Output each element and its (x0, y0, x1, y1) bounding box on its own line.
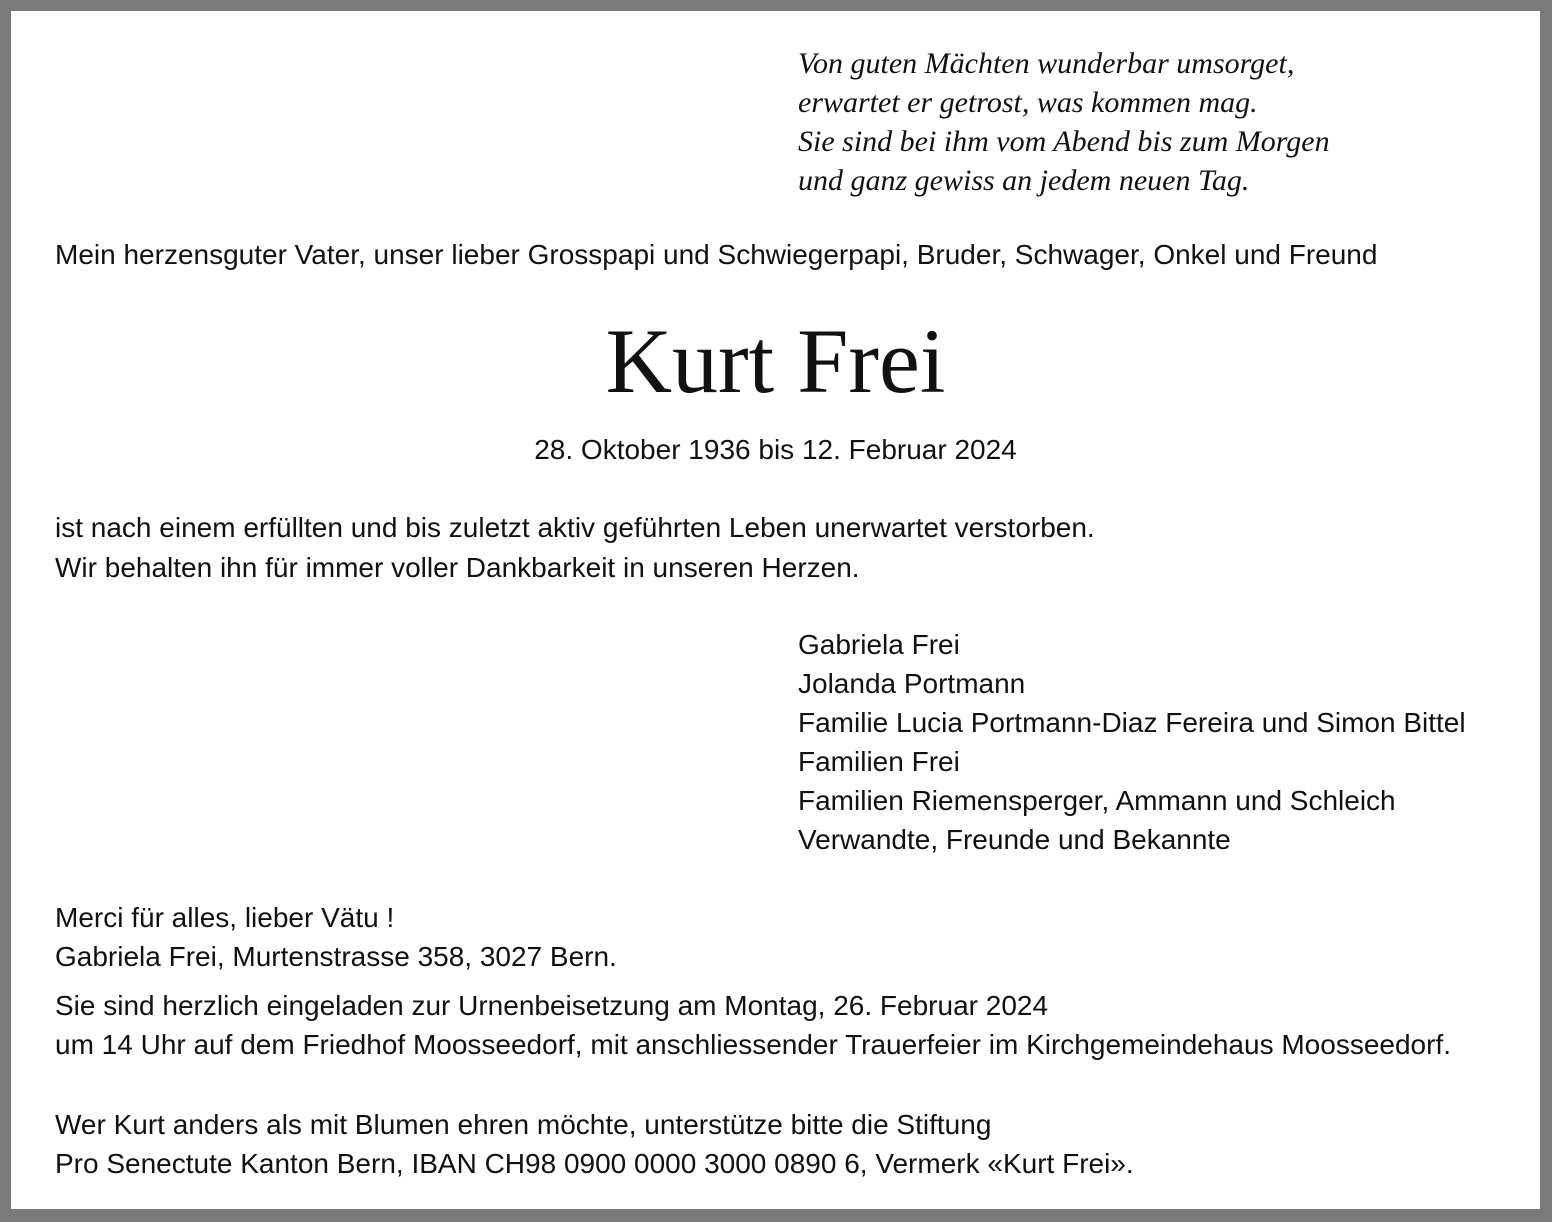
mourner-entry: Jolanda Portmann (798, 668, 1026, 699)
donation-line: Wer Kurt anders als mit Blumen ehren möchte, unterstütze bitte die Stiftung (55, 1109, 992, 1140)
announcement-line: Wir behalten ihn für immer voller Dankbarkeit in unseren Herzen. (55, 552, 860, 583)
life-dates: 28. Oktober 1936 bis 12. Februar 2024 (534, 434, 1017, 465)
mourners-list (798, 625, 1466, 859)
poem-line: Sie sind bei ihm vom Abend bis zum Morgen (798, 125, 1330, 158)
ceremony-invitation (55, 986, 1451, 1064)
invitation-line: um 14 Uhr auf dem Friedhof Moosseedorf, mit anschliessender Trauerfeier im Kirchgemeindehaus Moosseedorf. (55, 1029, 1451, 1060)
deceased-name: Kurt Frei (605, 310, 946, 412)
thanks-line: Merci für alles, lieber Vätu ! (55, 902, 395, 933)
announcement-text (55, 508, 1095, 588)
obituary-page (11, 11, 1540, 1209)
mourner-entry: Familien Frei (798, 746, 960, 777)
contact-address: Gabriela Frei, Murtenstrasse 358, 3027 Bern. (55, 941, 617, 972)
poem-line: erwartet er getrost, was kommen mag. (798, 86, 1258, 119)
donation-line: Pro Senectute Kanton Bern, IBAN CH98 0900 0000 3000 0890 6, Vermerk «Kurt Frei». (55, 1148, 1134, 1179)
donation-note (55, 1105, 1134, 1183)
mourner-entry: Gabriela Frei (798, 629, 960, 660)
intro-text: Mein herzensguter Vater, unser lieber Grosspapi und Schwiegerpapi, Bruder, Schwager, Onkel und Freund (55, 239, 1378, 270)
thanks-block (55, 898, 617, 976)
poem-quote (798, 44, 1330, 200)
announcement-line: ist nach einem erfüllten und bis zuletzt aktiv geführten Leben unerwartet verstorben. (55, 512, 1095, 543)
poem-line: Von guten Mächten wunderbar umsorget, (798, 47, 1295, 80)
poem-line: und ganz gewiss an jedem neuen Tag. (798, 164, 1250, 197)
mourner-entry: Familien Riemensperger, Ammann und Schleich (798, 785, 1396, 816)
mourner-entry: Verwandte, Freunde und Bekannte (798, 824, 1231, 855)
invitation-line: Sie sind herzlich eingeladen zur Urnenbeisetzung am Montag, 26. Februar 2024 (55, 990, 1049, 1021)
mourner-entry: Familie Lucia Portmann-Diaz Fereira und Simon Bittel (798, 707, 1466, 738)
